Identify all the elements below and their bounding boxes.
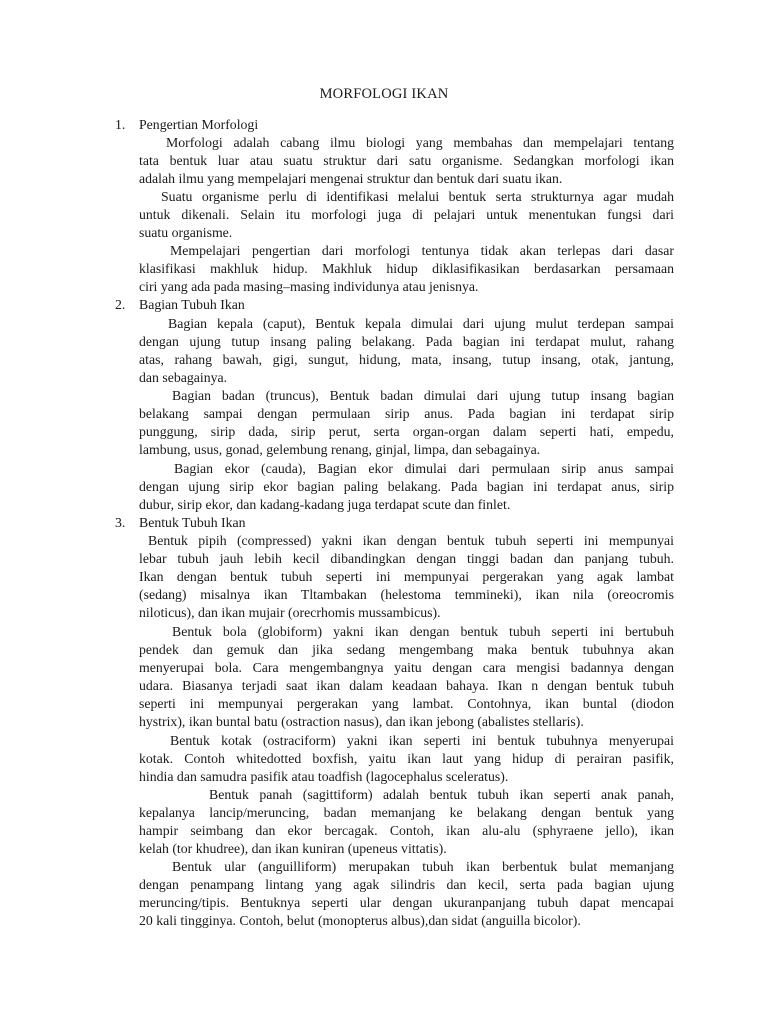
text-line: menyerupai bola. Cara mengembangnya yaitu dengan cara mengisi badannya dengan (139, 660, 674, 676)
section-number: 3. (115, 515, 126, 530)
text-line: pendek dan gemuk dan jika sedang mengembang maka bentuk tubuhnya akan (139, 642, 674, 658)
text-line: meruncing/tipis. Bentuknya seperti ular dengan ukuranpanjang tubuh dapat mencapai (139, 895, 674, 911)
text-line: dubur, sirip ekor, dan kadang-kadang juga terdapat scute dan finlet. (139, 497, 511, 513)
paragraph (139, 242, 674, 296)
text-line: suatu organisme. (139, 225, 233, 241)
text-line: dengan penampang lintang yang agak silindris dan kecil, serta pada bagian ujung (139, 877, 674, 893)
text-line: atas, rahang bawah, gigi, sungut, hidung, mata, insang, tutup insang, otak, jantung, (139, 352, 674, 368)
text-line: dan sebagainya. (139, 370, 228, 386)
section-title: Bagian Tubuh Ikan (139, 297, 245, 312)
paragraph (139, 387, 674, 459)
text-line: tata bentuk luar atau suatu struktur dari satu organisme. Sedangkan morfologi ikan (139, 153, 674, 169)
text-line: Bentuk ular (anguilliform) merupakan tubuh ikan berbentuk bulat memanjang (172, 859, 674, 874)
text-line: kotak. Contoh whitedotted boxfish, yaitu ikan laut yang hidup di perairan pasifik, (139, 751, 674, 767)
text-line: Bagian ekor (cauda), Bagian ekor dimulai dari permulaan sirip anus sampai (174, 461, 674, 476)
text-line: untuk dikenali. Selain itu morfologi juga di pelajari untuk menentukan fungsi dari (139, 207, 674, 223)
text-line: Ikan dengan bentuk tubuh seperti ini mempunyai pergerakan yang agak lambat (139, 569, 674, 585)
paragraph (139, 188, 674, 242)
text-line: niloticus), dan ikan mujair (orecrhomis mussambicus). (139, 605, 441, 621)
paragraph (139, 134, 674, 188)
text-line: udara. Biasanya terjadi saat ikan dalam keadaan bahaya. Ikan n dengan bentuk tubuh (139, 678, 674, 694)
text-line: punggung, sirip dada, sirip perut, serta organ-organ dalam seperti hati, empedu, (139, 424, 674, 440)
section-number: 2. (115, 297, 126, 312)
text-line: Mempelajari pengertian dari morfologi tentunya tidak akan terlepas dari dasar (170, 243, 674, 258)
text-line: hystrix), ikan buntal batu (ostraction nasus), dan ikan jebong (abalistes stellaris). (139, 714, 584, 730)
paragraph (139, 786, 674, 858)
text-line: 20 kali tingginya. Contoh, belut (monopterus albus),dan sidat (anguilla bicolor). (139, 913, 581, 929)
text-line: kepalanya lancip/meruncing, badan memanjang ke belakang dengan bentuk yang (139, 805, 674, 821)
text-line: dengan ujung sirip ekor bagian paling belakang. Pada bagian ini terdapat anus, sirip (139, 479, 674, 495)
text-line: lebar tubuh jauh lebih kecil dibandingkan dengan tinggi badan dan panjang tubuh. (139, 551, 674, 567)
text-line: Morfologi adalah cabang ilmu biologi yang membahas dan mempelajari tentang (166, 135, 674, 150)
text-line: lambung, usus, gonad, gelembung renang, ginjal, limpa, dan sebagainya. (139, 442, 541, 458)
text-line: ciri yang ada pada masing–masing individunya atau jenisnya. (139, 279, 479, 295)
paragraph (139, 732, 674, 786)
section-title: Pengertian Morfologi (139, 117, 259, 132)
text-line: seperti ini mempunyai pergerakan yang lambat. Contohnya, ikan buntal (diodon (139, 696, 674, 712)
paragraph (139, 315, 674, 387)
text-line: klasifikasi makhluk hidup. Makhluk hidup diklasifikasikan berdasarkan persamaan (139, 261, 674, 277)
document-title: MORFOLOGI IKAN (319, 86, 449, 102)
text-line: Bentuk panah (sagittiform) adalah bentuk tubuh ikan seperti anak panah, (209, 787, 674, 802)
paragraph (139, 623, 674, 732)
text-line: kelah (tor khudree), dan ikan kuniran (upeneus vittatis). (139, 841, 447, 857)
text-line: Suatu organisme perlu di identifikasi melalui bentuk serta strukturnya agar mudah (161, 189, 674, 204)
text-line: Bagian kepala (caput), Bentuk kepala dimulai dari ujung mulut terdepan sampai (168, 316, 674, 331)
text-line: (sedang) misalnya ikan Tltambakan (helestoma temmineki), ikan nila (oreocromis (139, 587, 674, 603)
section-title: Bentuk Tubuh Ikan (139, 515, 246, 530)
paragraph (139, 532, 674, 622)
paragraph (139, 460, 674, 514)
text-line: hampir seimbang dan ekor bercagak. Contoh, ikan alu-alu (sphyraene jello), ikan (139, 823, 674, 839)
text-line: hindia dan samudra pasifik atau toadfish (lagocephalus sceleratus). (139, 769, 509, 785)
section-number: 1. (115, 117, 126, 132)
text-line: Bagian badan (truncus), Bentuk badan dimulai dari ujung tutup insang bagian (172, 388, 674, 403)
text-line: Bentuk pipih (compressed) yakni ikan dengan bentuk tubuh seperti ini mempunyai (148, 533, 674, 548)
text-line: adalah ilmu yang mempelajari mengenai struktur dan bentuk dari suatu ikan. (139, 171, 563, 187)
text-line: Bentuk bola (globiform) yakni ikan dengan bentuk tubuh seperti ini bertubuh (172, 624, 674, 639)
paragraph (139, 858, 674, 930)
text-line: Bentuk kotak (ostraciform) yakni ikan seperti ini bentuk tubuhnya menyerupai (170, 733, 674, 748)
text-line: dengan ujung tutup insang paling belakang. Pada bagian ini terdapat mulut, rahang (139, 334, 674, 350)
text-line: belakang sampai dengan permulaan sirip anus. Pada bagian ini terdapat sirip (139, 406, 674, 422)
